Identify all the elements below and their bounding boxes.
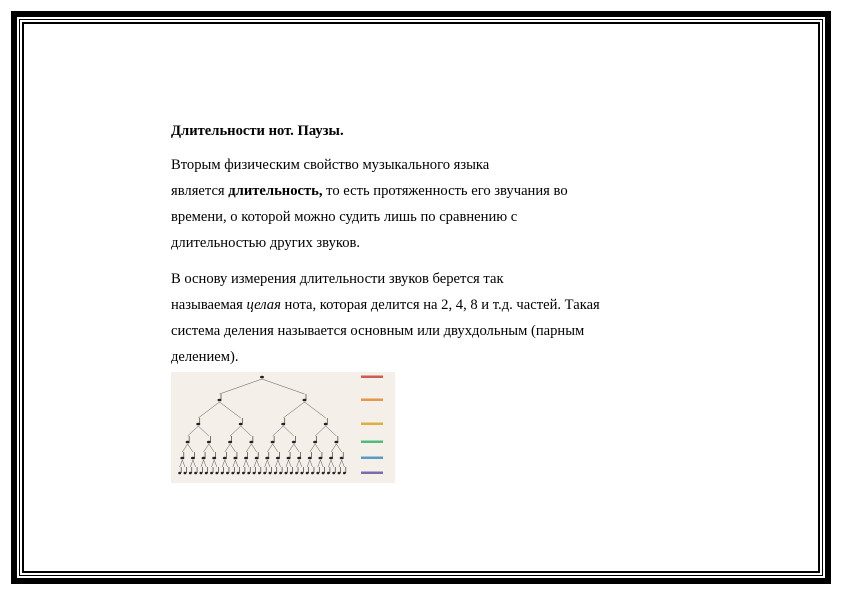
note-head (311, 472, 314, 475)
division-branch (222, 460, 225, 467)
note-head (205, 472, 208, 475)
note-head (269, 472, 272, 475)
note-head (253, 472, 256, 475)
division-branch (225, 444, 230, 452)
division-branch (230, 426, 241, 436)
division-branch (342, 460, 345, 467)
level-label-mark (361, 457, 383, 460)
paragraph-2-line-2-suffix: нота, которая делится на 2, 4, 8 и т.д. частей. Такая (280, 297, 600, 313)
note-division-tree-image (171, 372, 395, 483)
division-branch (310, 444, 315, 452)
division-branch (198, 402, 219, 418)
division-branch (190, 460, 193, 467)
note-division-tree-diagram (171, 372, 395, 483)
note-head (247, 472, 250, 475)
paragraph-1-line-1: Вторым физическим свойство музыкального языка (171, 157, 490, 173)
note-head (327, 472, 330, 475)
paragraph-1-line-4: длительностью других звуков. (171, 235, 361, 251)
division-branch (204, 460, 207, 467)
division-branch (310, 460, 313, 467)
division-branch (182, 460, 185, 467)
division-branch (209, 444, 214, 452)
note-head (258, 472, 261, 475)
division-branch (273, 444, 278, 452)
division-branch (318, 460, 321, 467)
division-branch (265, 460, 268, 467)
division-branch (246, 460, 249, 467)
division-branch (230, 444, 235, 452)
division-branch (204, 444, 209, 452)
division-branch (297, 460, 300, 467)
paragraph-2-line-3: система деления называется основным или двухдольным (парным (171, 323, 585, 339)
term-whole: целая (246, 297, 281, 313)
division-branch (180, 460, 183, 467)
division-branch (331, 444, 336, 452)
paragraph-2-line-1: В основу измерения длительности звуков берется так (171, 271, 504, 287)
level-label-mark (361, 376, 383, 379)
level-label-mark (361, 441, 383, 444)
note-head (290, 472, 293, 475)
paragraph-1-line-2-prefix: является (171, 183, 229, 199)
level-label-mark (361, 423, 383, 426)
division-branch (331, 460, 334, 467)
division-branch (289, 460, 292, 467)
division-branch (188, 426, 199, 436)
paragraph-2-line-4: делением). (171, 349, 239, 365)
note-head (279, 472, 282, 475)
note-head (306, 472, 309, 475)
division-branch (283, 426, 294, 436)
division-branch (220, 402, 241, 418)
division-branch (235, 460, 238, 467)
note-head (237, 472, 240, 475)
note-head (274, 472, 277, 475)
division-branch (339, 460, 342, 467)
level-label-mark (361, 472, 383, 475)
division-branch (294, 444, 299, 452)
note-head (210, 472, 213, 475)
paragraph-duration (171, 152, 731, 256)
division-branch (212, 460, 215, 467)
document-title: Длительности нот. Паузы. (171, 123, 344, 139)
division-branch (254, 460, 257, 467)
division-branch (326, 426, 337, 436)
division-branch (289, 444, 294, 452)
division-branch (273, 426, 284, 436)
document-body (171, 118, 731, 380)
division-branch (225, 460, 228, 467)
division-branch (201, 460, 204, 467)
note-head (242, 472, 245, 475)
note-head (295, 472, 298, 475)
note-head (226, 472, 229, 475)
division-branch (251, 444, 256, 452)
note-head (300, 472, 303, 475)
division-branch (198, 426, 209, 436)
division-branch (267, 444, 272, 452)
division-branch (320, 460, 323, 467)
division-branch (286, 460, 289, 467)
division-branch (193, 460, 196, 467)
division-branch (243, 460, 246, 467)
note-head (332, 472, 335, 475)
note-head (338, 472, 341, 475)
paragraph-whole-note (171, 266, 731, 370)
paragraph-1-line-3: времени, о которой можно судить лишь по сравнению с (171, 209, 518, 225)
note-head (260, 376, 264, 379)
division-branch (257, 460, 260, 467)
note-head (178, 472, 181, 475)
division-branch (328, 460, 331, 467)
note-head (221, 472, 224, 475)
paragraph-1-line-2-suffix: то есть протяженность его звучания во (322, 183, 568, 199)
division-branch (220, 379, 263, 394)
note-head (184, 472, 187, 475)
note-head (200, 472, 203, 475)
note-head (231, 472, 234, 475)
note-head (322, 472, 325, 475)
division-branch (315, 444, 320, 452)
division-branch (214, 460, 217, 467)
division-branch (246, 444, 251, 452)
paragraph-2-line-2-prefix: называемая (171, 297, 247, 313)
note-head (316, 472, 319, 475)
level-label-mark (361, 399, 383, 402)
division-branch (275, 460, 278, 467)
note-head (215, 472, 218, 475)
note-head (189, 472, 192, 475)
division-branch (299, 460, 302, 467)
division-branch (315, 426, 326, 436)
division-branch (241, 426, 252, 436)
division-branch (305, 402, 326, 418)
note-head (263, 472, 266, 475)
division-branch (336, 444, 341, 452)
division-branch (307, 460, 310, 467)
division-branch (267, 460, 270, 467)
note-head (194, 472, 197, 475)
division-branch (182, 444, 187, 452)
note-head (285, 472, 288, 475)
division-branch (233, 460, 236, 467)
note-head (343, 472, 346, 475)
division-branch (188, 444, 193, 452)
division-branch (283, 402, 304, 418)
division-branch (262, 379, 305, 394)
division-branch (278, 460, 281, 467)
term-duration: длительность, (228, 183, 323, 199)
